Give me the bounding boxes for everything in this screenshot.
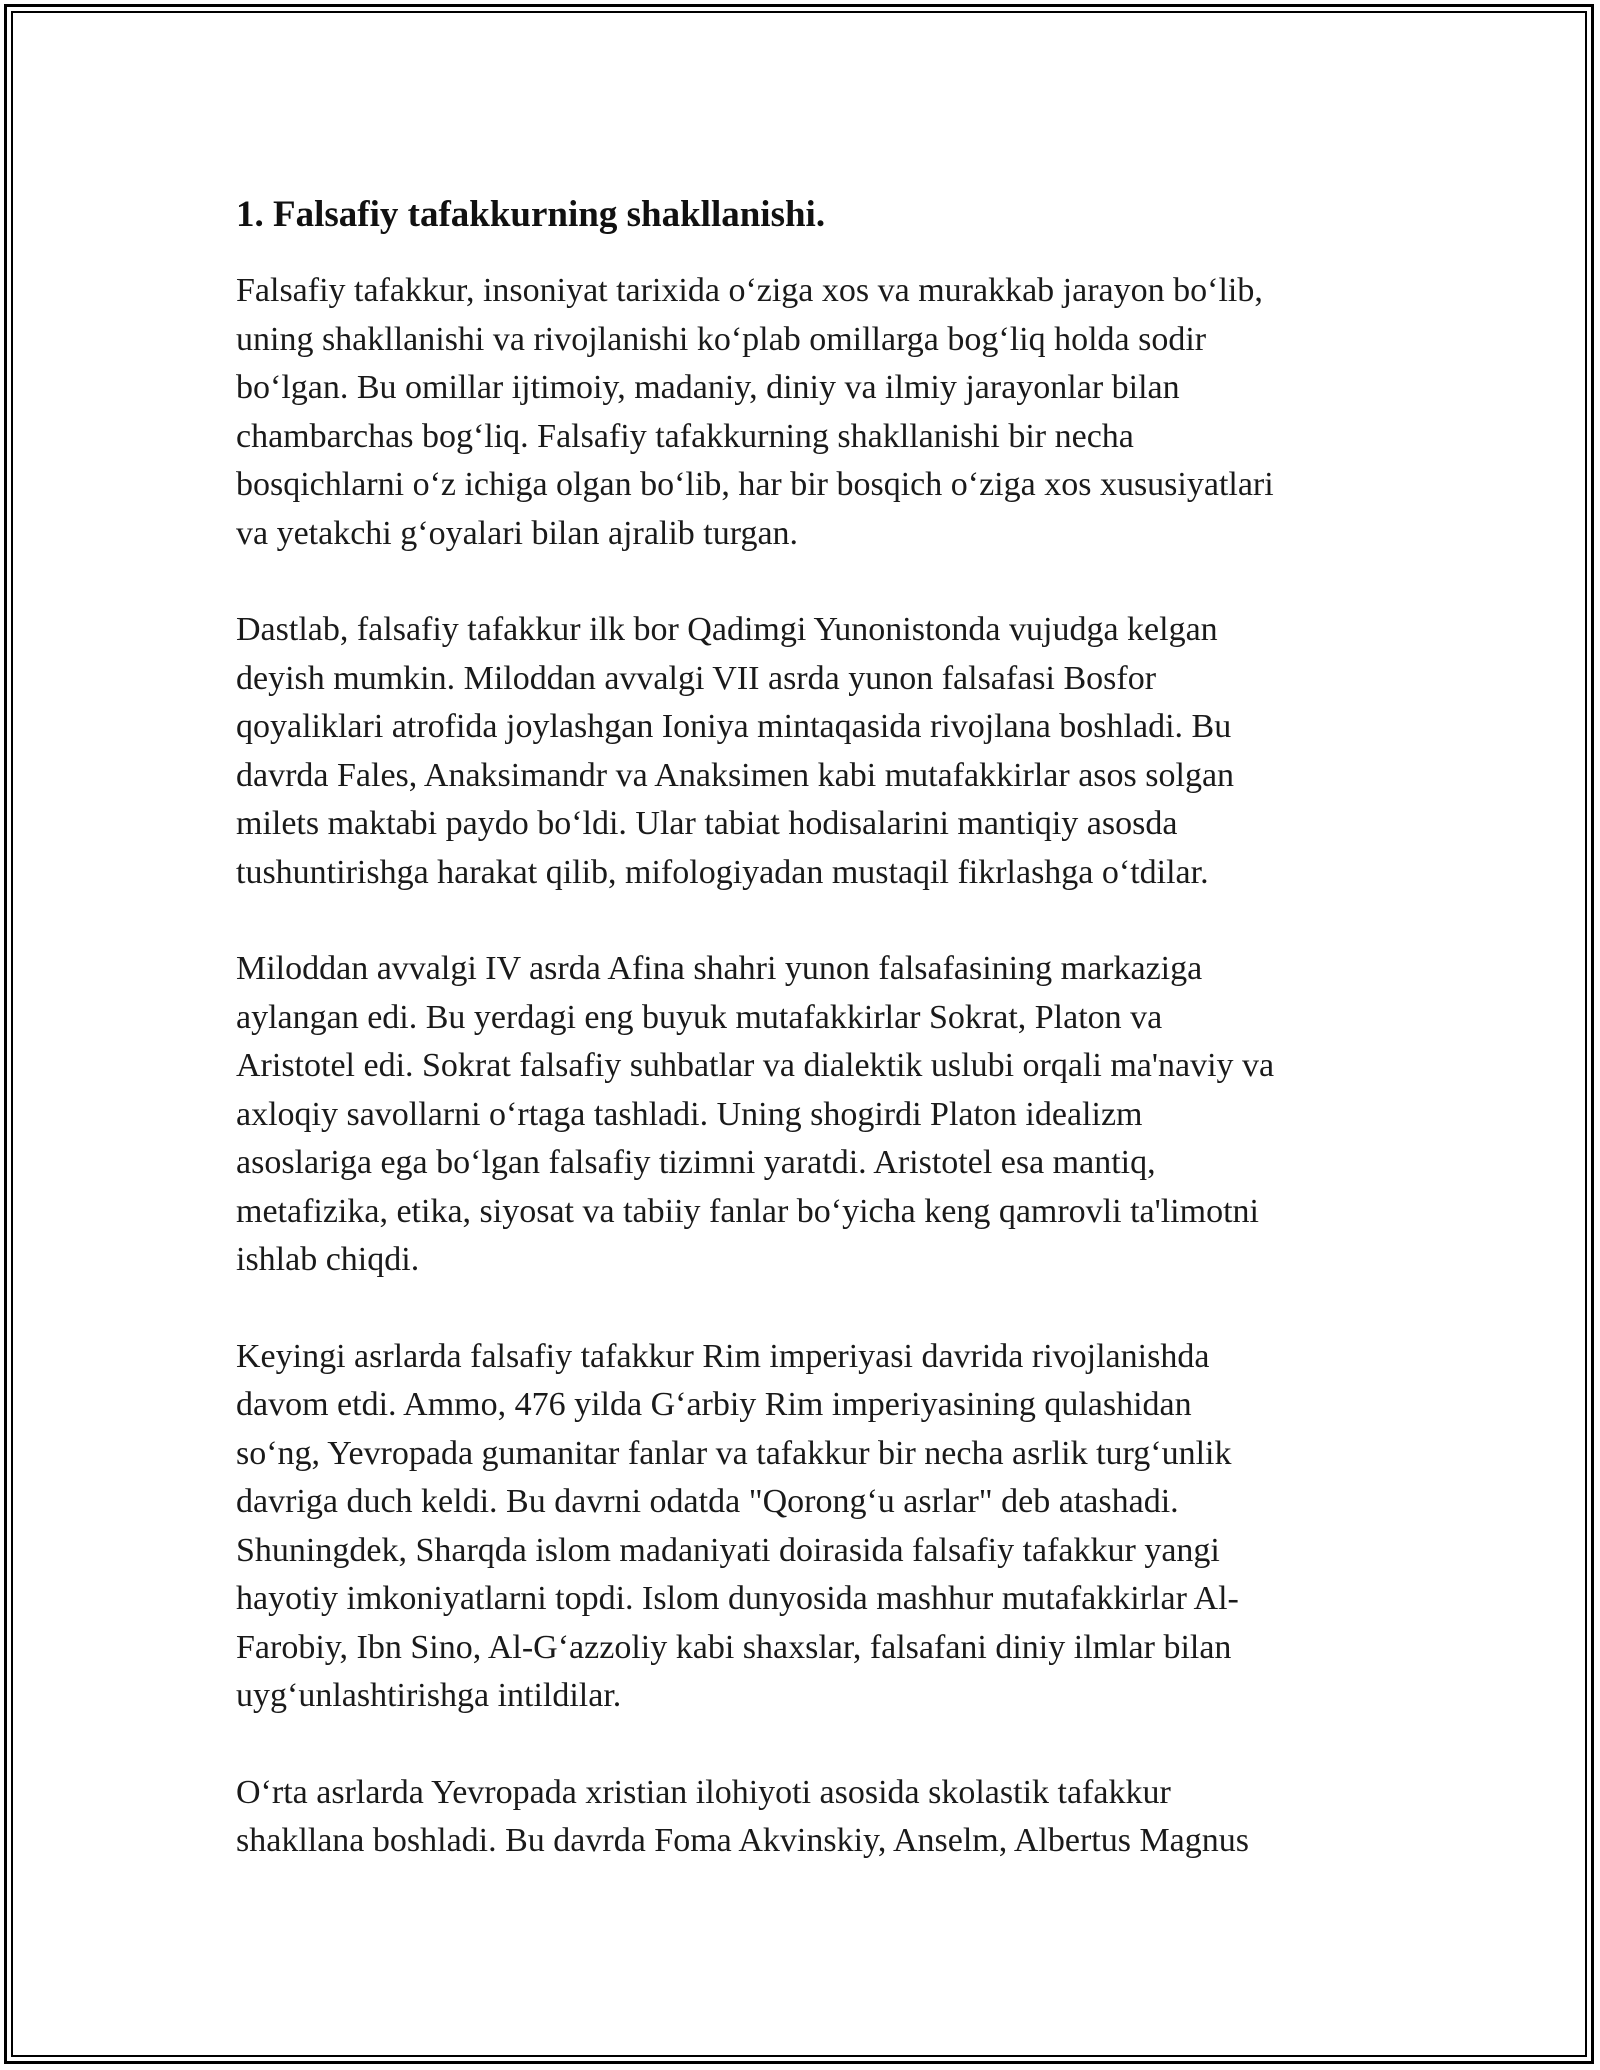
text-line: uning shakllanishi va rivojlanishi ko‘plab omillarga bog‘liq holda sodir (236, 320, 1207, 358)
text-line: metafizika, etika, siyosat va tabiiy fanlar bo‘yicha keng qamrovli ta'limotni (236, 1192, 1259, 1230)
text-line: davrda Fales, Anaksimandr va Anaksimen kabi mutafakkirlar asos solgan (236, 756, 1235, 794)
paragraph-list (236, 267, 1366, 1866)
paragraph (236, 1333, 1366, 1721)
text-line: deyish mumkin. Miloddan avvalgi VII asrda yunon falsafasi Bosfor (236, 659, 1157, 697)
text-line: Dastlab, falsafiy tafakkur ilk bor Qadimgi Yunonistonda vujudga kelgan (236, 611, 1218, 648)
text-line: tushuntirishga harakat qilib, mifologiyadan mustaqil fikrlashga o‘tdilar. (236, 853, 1209, 891)
text-line: Shuningdek, Sharqda islom madaniyati doirasida falsafiy tafakkur yangi (236, 1531, 1220, 1569)
text-line: ishlab chiqdi. (236, 1241, 420, 1278)
paragraph (236, 945, 1366, 1285)
text-line: axloqiy savollarni o‘rtaga tashladi. Uning shogirdi Platon idealizm (236, 1095, 1143, 1133)
text-line: so‘ng, Yevropada gumanitar fanlar va tafakkur bir necha asrlik turg‘unlik (236, 1434, 1232, 1472)
text-line: chambarchas bog‘liq. Falsafiy tafakkurning shakllanishi bir necha (236, 417, 1134, 455)
paragraph (236, 606, 1366, 897)
paragraph (236, 1769, 1366, 1866)
text-line: uyg‘unlashtirishga intildilar. (236, 1677, 622, 1714)
paragraph (236, 267, 1366, 558)
text-line: Farobiy, Ibn Sino, Al-G‘azzoliy kabi shaxslar, falsafani diniy ilmlar bilan (236, 1628, 1232, 1666)
text-line: va yetakchi g‘oyalari bilan ajralib turgan. (236, 514, 799, 552)
text-line: qoyaliklari atrofida joylashgan Ioniya mintaqasida rivojlana boshladi. Bu (236, 708, 1232, 745)
text-line: asoslariga ega bo‘lgan falsafiy tizimni yaratdi. Aristotel esa mantiq, (236, 1144, 1156, 1181)
text-line: milets maktabi paydo bo‘ldi. Ular tabiat hodisalarini mantiqiy asosda (236, 805, 1178, 842)
text-line: Miloddan avvalgi IV asrda Afina shahri yunon falsafasining markaziga (236, 950, 1203, 987)
text-line: shakllana boshladi. Bu davrda Foma Akvinskiy, Anselm, Albertus Magnus (236, 1822, 1249, 1859)
text-line: bosqichlarni o‘z ichiga olgan bo‘lib, har bir bosqich o‘ziga xos xususiyatlari (236, 466, 1274, 503)
text-line: aylangan edi. Bu yerdagi eng buyuk mutafakkirlar Sokrat, Platon va (236, 998, 1163, 1036)
page-title: 1. Falsafiy tafakkurning shakllanishi. (236, 194, 826, 235)
text-line: davom etdi. Ammo, 476 yilda G‘arbiy Rim imperiyasining qulashidan (236, 1386, 1192, 1423)
text-line: hayotiy imkoniyatlarni topdi. Islom dunyosida mashhur mutafakkirlar Al- (236, 1580, 1239, 1617)
document-body (236, 185, 1366, 1914)
text-line: bo‘lgan. Bu omillar ijtimoiy, madaniy, diniy va ilmiy jarayonlar bilan (236, 369, 1180, 406)
text-line: O‘rta asrlarda Yevropada xristian ilohiyoti asosida skolastik tafakkur (236, 1773, 1171, 1811)
text-line: davriga duch keldi. Bu davrni odatda "Qorong‘u asrlar" deb atashadi. (236, 1483, 1179, 1520)
text-line: Aristotel edi. Sokrat falsafiy suhbatlar va dialektik uslubi orqali ma'naviy va (236, 1047, 1275, 1084)
text-line: Keyingi asrlarda falsafiy tafakkur Rim imperiyasi davrida rivojlanishda (236, 1337, 1210, 1375)
text-line: Falsafiy tafakkur, insoniyat tarixida o‘ziga xos va murakkab jarayon bo‘lib, (236, 272, 1263, 309)
